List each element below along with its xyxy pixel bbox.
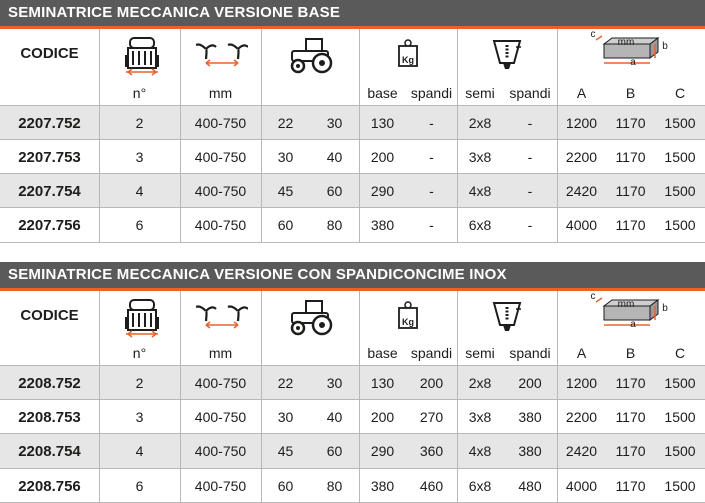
section1-grid-vertical — [359, 29, 360, 243]
section1-cell-spandi2: - — [527, 149, 533, 165]
section2-cell-hp_min: 45 — [277, 443, 294, 459]
section1-cell-base: 130 — [370, 115, 395, 131]
section1-row-code: 2207.753 — [18, 149, 81, 166]
section2-unit-mm: mm — [208, 345, 233, 361]
section1-title-bar — [0, 0, 705, 29]
section2-cell-semi: 4x8 — [468, 443, 492, 459]
section1-cell-A: 2200 — [565, 149, 598, 165]
section2-cell-hp_min: 60 — [277, 478, 294, 494]
section2-cell-B: 1170 — [615, 375, 646, 391]
section1-cell-spandi2: - — [527, 183, 533, 199]
section1-cell-n: 2 — [135, 115, 144, 131]
section1-cell-semi: 3x8 — [468, 149, 492, 165]
section2-cell-spandi2: 200 — [518, 375, 542, 391]
section2-cell-semi: 3x8 — [468, 409, 492, 425]
section1-unit-B: B — [625, 85, 636, 101]
section2-title: SEMINATRICE MECCANICA VERSIONE CON SPANDICONCIME INOX — [8, 266, 507, 283]
section2-cell-A: 1200 — [565, 375, 598, 391]
section2-cell-A: 2420 — [565, 443, 598, 459]
section1-row-code: 2207.752 — [18, 115, 81, 132]
section2-cell-C: 1500 — [664, 478, 696, 494]
section1-cell-hp_min: 45 — [277, 183, 294, 199]
section2-grid-vertical — [99, 291, 100, 503]
row-spacing-icon — [196, 37, 248, 71]
section1-cell-A: 4000 — [565, 217, 598, 233]
section1-unit-C: C — [674, 85, 686, 101]
section1-cell-base: 200 — [370, 149, 395, 165]
section1-cell-hp_max: 30 — [326, 115, 343, 131]
section1-cell-B: 1170 — [615, 115, 646, 131]
section2-dim-label-c: c — [590, 291, 596, 302]
section2-header-code: CODICE — [20, 307, 79, 324]
section2-cell-A: 4000 — [565, 478, 598, 494]
section2-row-line — [0, 468, 705, 469]
section1-cell-hp_min: 60 — [277, 217, 294, 233]
section2-cell-hp_max: 40 — [326, 409, 343, 425]
section1-cell-hp_min: 22 — [277, 115, 294, 131]
section1-cell-n: 3 — [135, 149, 144, 165]
section1-row-line — [0, 242, 705, 243]
section2-dim-label-a: a — [630, 319, 636, 330]
section1-cell-n: 4 — [135, 183, 144, 199]
section2-unit-B: B — [625, 345, 636, 361]
section1-unit-semi: semi — [465, 85, 495, 101]
section1-grid-vertical — [457, 29, 458, 243]
section1-dim-label-mm: mm — [617, 37, 635, 48]
section1-cell-spandi1: - — [429, 115, 434, 131]
section1-cell-B: 1170 — [615, 217, 646, 233]
section2-unit-C: C — [674, 345, 686, 361]
section2-cell-base: 130 — [370, 375, 395, 391]
section1-cell-C: 1500 — [664, 115, 696, 131]
section1-header-code: CODICE — [20, 45, 79, 62]
section2-cell-A: 2200 — [565, 409, 598, 425]
section1-cell-spandi2: - — [527, 115, 533, 131]
section1-cell-A: 2420 — [565, 183, 598, 199]
section1-cell-n: 6 — [135, 217, 144, 233]
seeder-front-icon — [124, 35, 160, 79]
section2-title-bar — [0, 262, 705, 291]
section1-cell-hp_max: 60 — [326, 183, 343, 199]
section1-unit-mm: mm — [208, 85, 233, 101]
section1-cell-semi: 4x8 — [468, 183, 492, 199]
section1-cell-base: 290 — [370, 183, 395, 199]
section2-cell-C: 1500 — [664, 375, 696, 391]
section1-cell-B: 1170 — [615, 183, 646, 199]
section2-cell-n: 3 — [135, 409, 144, 425]
section2-cell-C: 1500 — [664, 443, 696, 459]
section1-unit-n: n° — [132, 85, 147, 101]
section1-cell-hp_max: 40 — [326, 149, 343, 165]
section1-cell-base: 380 — [370, 217, 395, 233]
section1-dim-label-b: b — [662, 41, 668, 52]
section1-cell-spandi1: - — [429, 183, 434, 199]
section2-unit-spandi1: spandi — [410, 345, 453, 361]
section1-dim-label-a: a — [630, 57, 636, 68]
section1-cell-C: 1500 — [664, 183, 696, 199]
section1-cell-spandi1: - — [429, 217, 434, 233]
section2-cell-mm: 400-750 — [194, 443, 247, 459]
section1-cell-spandi2: - — [527, 217, 533, 233]
section2-cell-spandi2: 380 — [518, 409, 542, 425]
section1-grid-vertical — [557, 29, 558, 243]
section2-cell-B: 1170 — [615, 443, 646, 459]
section2-cell-semi: 2x8 — [468, 375, 492, 391]
section1-grid-vertical — [180, 29, 181, 243]
section1-cell-A: 1200 — [565, 115, 598, 131]
section2-row-line — [0, 399, 705, 400]
section2-cell-C: 1500 — [664, 409, 696, 425]
section2-cell-spandi2: 480 — [518, 478, 542, 494]
hopper-icon — [490, 39, 524, 71]
section2-cell-mm: 400-750 — [194, 375, 247, 391]
section1-grid-vertical — [99, 29, 100, 243]
section1-cell-B: 1170 — [615, 149, 646, 165]
section1-grid-vertical — [261, 29, 262, 243]
section1-cell-mm: 400-750 — [194, 217, 247, 233]
row-spacing-icon — [196, 299, 248, 333]
section2-cell-spandi1: 360 — [419, 443, 444, 459]
section1-cell-C: 1500 — [664, 217, 696, 233]
section1-weight-label: Kg — [402, 55, 414, 65]
section1-row-line — [0, 139, 705, 140]
section1-cell-mm: 400-750 — [194, 149, 247, 165]
section2-cell-spandi2: 380 — [518, 443, 542, 459]
section2-unit-A: A — [576, 345, 587, 361]
section2-cell-hp_max: 60 — [326, 443, 343, 459]
section1-cell-mm: 400-750 — [194, 183, 247, 199]
section1-cell-hp_max: 80 — [326, 217, 343, 233]
section2-weight-label: Kg — [402, 317, 414, 327]
section2-cell-hp_max: 80 — [326, 478, 343, 494]
seeder-front-icon — [124, 297, 160, 341]
section2-unit-base: base — [367, 345, 398, 361]
section2-grid-vertical — [261, 291, 262, 503]
section1-unit-spandi2: spandi — [509, 85, 551, 101]
section2-cell-base: 200 — [370, 409, 395, 425]
section1-cell-hp_min: 30 — [277, 149, 294, 165]
section2-grid-vertical — [457, 291, 458, 503]
section2-cell-mm: 400-750 — [194, 478, 247, 494]
section2-unit-semi: semi — [465, 345, 495, 361]
section2-cell-mm: 400-750 — [194, 409, 247, 425]
section2-row-code: 2208.754 — [18, 443, 81, 460]
section1-dim-label-c: c — [590, 29, 596, 40]
tractor-icon — [288, 299, 334, 337]
section2-cell-B: 1170 — [615, 478, 646, 494]
section2-unit-spandi2: spandi — [509, 345, 551, 361]
section2-cell-n: 6 — [135, 478, 144, 494]
section2-grid-vertical — [359, 291, 360, 503]
section1-cell-C: 1500 — [664, 149, 696, 165]
hopper-icon — [490, 301, 524, 333]
section1-row-code: 2207.756 — [18, 217, 81, 234]
section2-cell-n: 2 — [135, 375, 144, 391]
section2-cell-spandi1: 270 — [419, 409, 444, 425]
section2-cell-spandi1: 200 — [419, 375, 444, 391]
section1-row-code: 2207.754 — [18, 183, 81, 200]
section2-cell-spandi1: 460 — [419, 478, 444, 494]
section2-row-code: 2208.756 — [18, 478, 81, 495]
section2-cell-n: 4 — [135, 443, 144, 459]
section1-cell-mm: 400-750 — [194, 115, 247, 131]
section1-cell-semi: 6x8 — [468, 217, 492, 233]
section2-row-code: 2208.753 — [18, 409, 81, 426]
section2-grid-vertical — [180, 291, 181, 503]
section2-cell-hp_max: 30 — [326, 375, 343, 391]
tractor-icon — [288, 37, 334, 75]
section1-cell-spandi1: - — [429, 149, 434, 165]
section2-cell-semi: 6x8 — [468, 478, 492, 494]
section2-dim-label-b: b — [662, 303, 668, 314]
section2-cell-base: 290 — [370, 443, 395, 459]
section1-cell-semi: 2x8 — [468, 115, 492, 131]
section1-unit-A: A — [576, 85, 587, 101]
section1-unit-spandi1: spandi — [410, 85, 453, 101]
section1-title: SEMINATRICE MECCANICA VERSIONE BASE — [8, 4, 341, 21]
section2-cell-base: 380 — [370, 478, 395, 494]
section2-row-code: 2208.752 — [18, 375, 81, 392]
section1-unit-base: base — [367, 85, 398, 101]
section2-cell-hp_min: 30 — [277, 409, 294, 425]
section1-row-line — [0, 207, 705, 208]
section2-dim-label-mm: mm — [617, 299, 635, 310]
section2-unit-n: n° — [132, 345, 147, 361]
section2-grid-vertical — [557, 291, 558, 503]
section2-cell-B: 1170 — [615, 409, 646, 425]
section2-cell-hp_min: 22 — [277, 375, 294, 391]
